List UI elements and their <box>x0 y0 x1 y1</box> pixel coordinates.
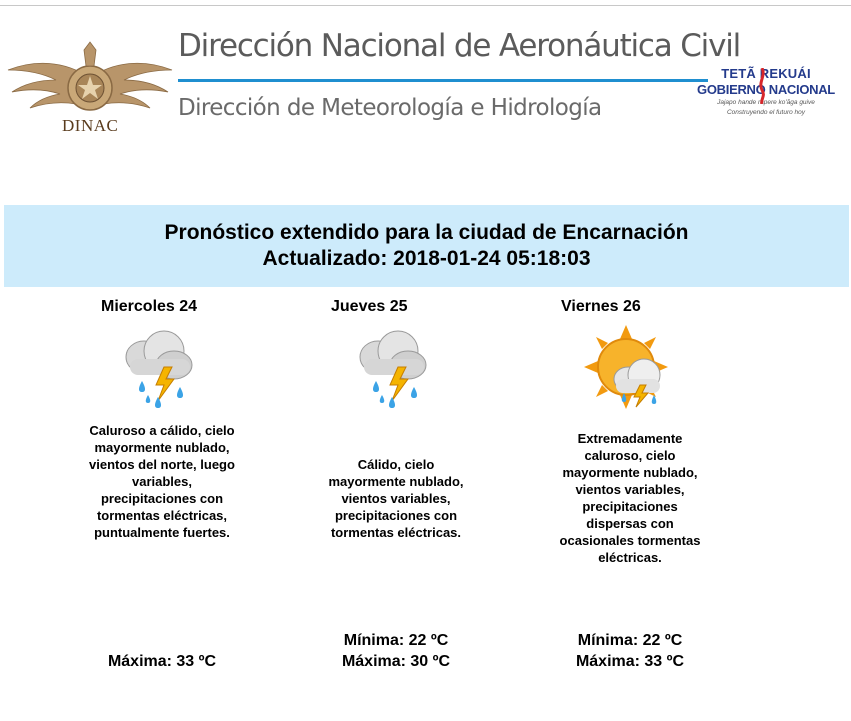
gov-logo-slogan1: Jajapo hande rapere ko'ãga guive <box>717 99 815 106</box>
org-title: Dirección Nacional de Aeronáutica Civil <box>178 28 741 64</box>
forecast-updated: Actualizado: 2018-01-24 05:18:03 <box>262 247 591 270</box>
day-name: Viernes 26 <box>561 298 641 315</box>
day-description: Extremadamente caluroso, cielo mayormente nublado, vientos variables, precipitaciones dispersas con ocasionales tormentas eléctricas. <box>559 431 701 565</box>
gov-logo-line2: GOBIERNO NACIONAL <box>697 82 835 97</box>
top-divider <box>0 5 851 6</box>
day-name: Miercoles 24 <box>101 298 198 315</box>
day-max-temp: Máxima: 33 ºC <box>107 653 217 670</box>
sun-cloud-storm-icon <box>584 325 664 415</box>
gobierno-nacional-logo <box>688 66 844 146</box>
day-max-temp: Máxima: 30 ºC <box>341 653 451 670</box>
gov-logo-line1: TETÃ REKUÁI <box>721 66 811 81</box>
thunderstorm-rain-icon <box>120 325 200 415</box>
header-rule <box>178 79 708 82</box>
day-max-temp: Máxima: 33 ºC <box>575 653 685 670</box>
day-description: Caluroso a cálido, cielo mayormente nublado, vientos del norte, luego variables, precipitaciones con tormentas eléctricas, puntualmente fuertes. <box>89 423 235 540</box>
gov-logo-slogan2: Construyendo el futuro hoy <box>726 109 806 116</box>
day-min-temp: Mínima: 22 ºC <box>577 632 683 649</box>
day-name: Jueves 25 <box>331 298 408 315</box>
day-description: Cálido, cielo mayormente nublado, vientos variables, precipitaciones con tormentas eléctricas. <box>328 457 464 540</box>
org-subtitle: Dirección de Meteorología e Hidrología <box>178 95 602 121</box>
dinac-logo-text: DINAC <box>62 116 119 135</box>
forecast-banner <box>4 205 849 287</box>
thunderstorm-rain-icon <box>354 325 434 415</box>
flag-stripe-icon <box>758 68 766 104</box>
forecast-title: Pronóstico extendido para la ciudad de Encarnación <box>164 221 689 244</box>
day-min-temp: Mínima: 22 ºC <box>343 632 449 649</box>
